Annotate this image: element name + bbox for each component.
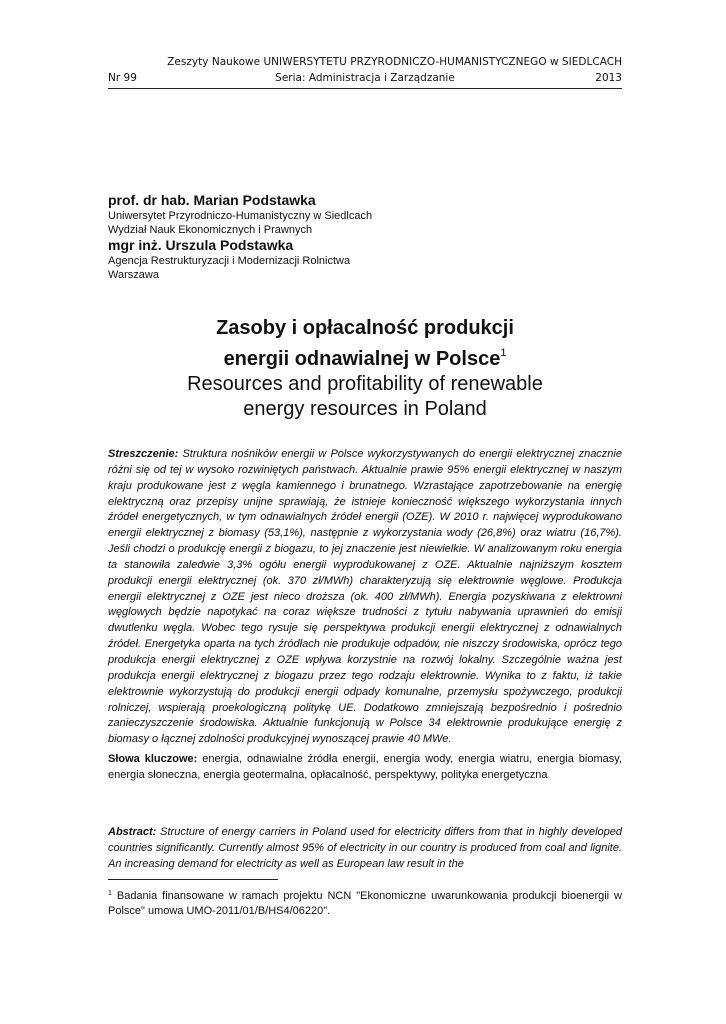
title-polish-line: Zasoby i opłacalność produkcji xyxy=(216,317,514,339)
keywords-label: Słowa kluczowe: xyxy=(108,753,198,765)
footnote xyxy=(108,886,622,919)
author-affiliation: Warszawa xyxy=(108,269,159,281)
keywords xyxy=(108,752,622,784)
abstract-english xyxy=(108,825,622,873)
author-name: mgr inż. Urszula Podstawka xyxy=(108,237,294,253)
author-affiliation: Uniwersytet Przyrodniczo-Humanistyczny w Siedlcach xyxy=(108,210,373,222)
abstract-label: Streszczenie: xyxy=(108,448,179,460)
title-polish-text: energii odnawialnej w Polsce xyxy=(223,348,501,370)
abstract-polish xyxy=(108,447,622,748)
title-english-line: Resources and profitability of renewable xyxy=(187,373,543,395)
publication-year: 2013 xyxy=(595,72,622,84)
author-name: prof. dr hab. Marian Podstawka xyxy=(108,192,316,208)
author-block xyxy=(108,192,622,282)
issue-number: Nr 99 xyxy=(108,72,137,84)
abstract-text: Structure of energy carriers in Poland used for electricity differs from that in highly developed countries significantly. Currently almost 95% of electricity in our country is produced from coal and lignite. An increasing demand for electricity as well as European law result in the xyxy=(108,826,622,870)
title-block xyxy=(108,316,622,422)
journal-name: Zeszyty Naukowe UNIWERSYTETU PRZYRODNICZO-HUMANISTYCZNEGO w SIEDLCACH xyxy=(167,56,622,68)
keywords-text: energia, odnawialne źródła energii, energia wody, energia wiatru, energia biomasy, energia słoneczna, energia geotermalna, opłacalność, perspektywy, polityka energetyczna xyxy=(108,753,622,781)
running-header xyxy=(108,72,622,89)
abstract-text: Struktura nośników energii w Polsce wykorzystywanych do energii elektrycznej znacznie różni się od tej w wysoko rozwiniętych państwach. Aktualnie prawie 95% energii elektrycznej w naszym kraju produkowane jest z węgla kamiennego i brunatnego. Wzrastające zapotrzebowanie na energię elektryczną oraz przepisy unijne sprawiają, że istnieje konieczność większego wykorzystania innych źródeł energetycznych, w tym odnawialnych źródeł energii (OZE). W 2010 r. najwięcej wyprodukowano energii elektrycznej z biomasy (53,1%), następnie z wykorzystania wody (26,8%) oraz wiatru (16,7%). Jeśli chodzi o produkcję energii z biogazu, to jej znaczenie jest niewielkie. W analizowanym roku energia ta stanowiła zaledwie 3,3% ogółu energii wyprodukowanej z OZE. Aktualnie najniższym kosztem produkcji energii elektrycznej (ok. 370 zł/MWh) charakteryzują się elektrownie węglowe. Produkcja energii elektrycznej z OZE jest nieco droższa (ok. 400 zł/MWh). Energia pozyskiwana z elektrowni węglowych będzie napotykać na coraz większe trudności z tytułu nabywania uprawnień do emisji dwutlenku węgla. Wobec tego rysuje się perspektywa produkcji energii elektrycznej z odnawialnych źródeł. Energetyka oparta na tych źródłach nie produkuje odpadów, nie niszczy środowiska, oprócz tego produkcja energii elektrycznej z OZE wpływa korzystnie na rozwój lokalny. Szczególnie ważna jest produkcja energii elektrycznej z biogazu przez tego rodzaju elektrownie. Wynika to z faktu, iż takie elektrownie wykorzystują do produkcji energii odpady komunalne, przemysłu spożywczego, produkcji rolniczej, wspierają proekologiczną politykę UE. Dodatkowo zmniejszają bezpośrednio i pośrednio zanieczyszczenie środowiska. Aktualnie funkcjonują w Polsce 34 elektrownie produkujące energię z biomasy o łącznej zdolności produkcyjnej wynoszącej prawie 40 MWe. xyxy=(108,448,622,746)
footnote-divider xyxy=(108,879,278,880)
title-english-line: energy resources in Poland xyxy=(243,398,487,420)
author-affiliation: Wydział Nauk Ekonomicznych i Prawnych xyxy=(108,224,313,236)
footnote-text: Badania finansowane w ramach projektu NCN "Ekonomiczne uwarunkowania produkcji bioenergii w Polsce" umowa UMO-2011/01/B/HS4/06220". xyxy=(108,890,623,917)
footnote-marker: 1 xyxy=(500,347,507,359)
abstract-label: Abstract: xyxy=(108,826,157,838)
series-name: Seria: Administracja i Zarządzanie xyxy=(275,72,455,84)
title-polish-line xyxy=(108,341,622,372)
footnote-marker: 1 xyxy=(108,890,112,897)
author-affiliation: Agencja Restrukturyzacji i Modernizacji Rolnictwa xyxy=(108,255,351,267)
